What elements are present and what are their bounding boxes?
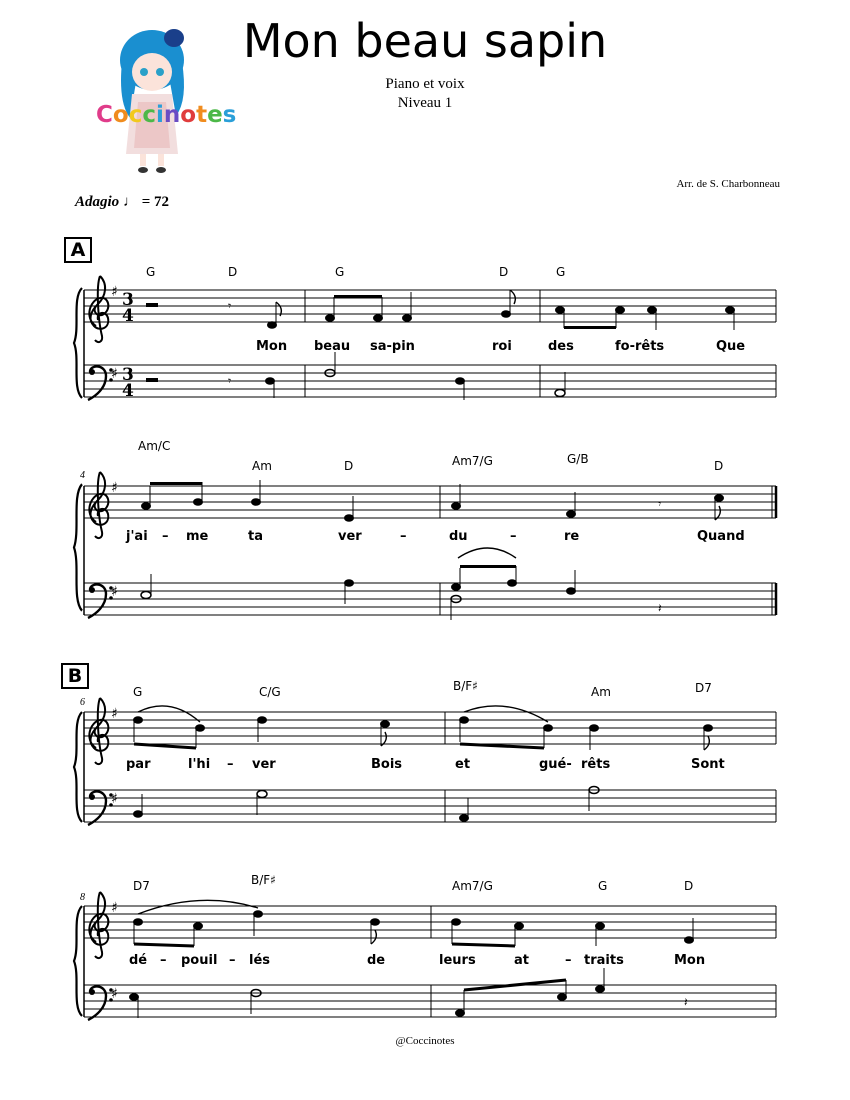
system-4 bbox=[74, 873, 776, 1020]
chord-symbol: Am bbox=[252, 459, 272, 473]
sharp-icon: ♯ bbox=[111, 584, 118, 600]
bass-clef-icon bbox=[88, 584, 113, 618]
lyric-syllable: du bbox=[449, 529, 468, 544]
slur bbox=[458, 548, 516, 558]
lyric-syllable: leurs bbox=[439, 953, 476, 968]
bass-clef-icon bbox=[88, 366, 113, 400]
bass-notes-1 bbox=[266, 352, 566, 400]
lyric-syllable: dé bbox=[129, 953, 148, 968]
lyric-syllable: – bbox=[510, 529, 517, 544]
brace-4 bbox=[74, 906, 82, 1016]
chord-symbol: D bbox=[228, 265, 238, 279]
lyric-syllable: Mon bbox=[674, 953, 706, 968]
treble-staff-2 bbox=[84, 486, 776, 518]
chord-symbol: G bbox=[598, 879, 608, 893]
measure-number: 4 bbox=[80, 470, 85, 481]
subtitle-instrumentation: Piano et voix bbox=[385, 76, 465, 92]
chord-symbol: C/G bbox=[259, 685, 281, 699]
sharp-icon: ♯ bbox=[111, 706, 118, 722]
sharp-icon: ♯ bbox=[111, 900, 118, 916]
chord-symbol: D7 bbox=[695, 681, 712, 695]
lyric-syllable: et bbox=[455, 757, 471, 772]
lyric-syllable: Que bbox=[716, 339, 746, 354]
chord-symbol: B/F♯ bbox=[453, 679, 478, 693]
chord-symbol: G/B bbox=[567, 452, 589, 466]
footer-credit: @Coccinotes bbox=[395, 1035, 455, 1047]
slur bbox=[138, 900, 258, 914]
song-title: Mon beau sapin bbox=[242, 14, 608, 68]
lyric-syllable: Quand bbox=[697, 529, 745, 544]
half-rest-icon bbox=[146, 303, 158, 307]
lyric-syllable: par bbox=[126, 757, 151, 772]
lyric-syllable: gué- bbox=[539, 757, 572, 772]
half-rest-icon bbox=[146, 378, 158, 382]
system-2 bbox=[74, 439, 776, 620]
brace-1 bbox=[74, 288, 82, 398]
chord-symbol: D bbox=[499, 265, 509, 279]
arranger-credit: Arr. de S. Charbonneau bbox=[676, 178, 780, 190]
system-3 bbox=[74, 679, 776, 825]
lyric-syllable: – bbox=[229, 953, 236, 968]
bass-staff-2 bbox=[84, 583, 776, 615]
rehearsal-mark-a: A bbox=[64, 237, 92, 263]
system-1 bbox=[74, 265, 776, 401]
sharp-icon: ♯ bbox=[111, 366, 118, 382]
treble-staff-1 bbox=[84, 290, 776, 322]
chord-symbol: Am7/G bbox=[452, 879, 493, 893]
lyric-syllable: – bbox=[227, 757, 234, 772]
lyric-syllable: sa-pin bbox=[370, 339, 415, 354]
bass-notes-3 bbox=[134, 787, 600, 822]
lyric-syllable: roi bbox=[492, 339, 512, 354]
tempo-value: = 72 bbox=[141, 194, 169, 210]
time-signature-bottom: 4 bbox=[122, 381, 134, 401]
lyric-syllable: traits bbox=[584, 953, 624, 968]
treble-clef-icon bbox=[89, 698, 108, 764]
eighth-rest-icon: 𝄾 bbox=[658, 497, 662, 511]
lyric-syllable: – bbox=[160, 953, 167, 968]
lyric-syllable: at bbox=[514, 953, 529, 968]
tempo-word: Adagio bbox=[75, 194, 120, 210]
lyric-syllable: pouil bbox=[181, 953, 218, 968]
treble-notes-1 bbox=[268, 290, 735, 330]
treble-clef-icon bbox=[89, 892, 108, 958]
treble-clef-icon bbox=[89, 276, 108, 342]
chord-symbol: Am7/G bbox=[452, 454, 493, 468]
rehearsal-mark-b: B bbox=[61, 663, 89, 689]
time-signature-top: 3 bbox=[122, 365, 134, 385]
lyric-syllable: beau bbox=[314, 339, 351, 354]
logo-text: Coccinotes bbox=[96, 102, 237, 128]
brace-3 bbox=[74, 712, 82, 822]
bass-notes-2 bbox=[141, 548, 576, 620]
sharp-icon: ♯ bbox=[111, 791, 118, 807]
chord-symbol: G bbox=[146, 265, 156, 279]
bass-clef-icon bbox=[88, 791, 113, 825]
subtitle-level: Niveau 1 bbox=[397, 95, 453, 111]
lyric-syllable: Bois bbox=[371, 757, 403, 772]
chord-symbol: Am bbox=[591, 685, 611, 699]
sharp-icon: ♯ bbox=[111, 284, 118, 300]
chord-symbol: G bbox=[556, 265, 566, 279]
chord-symbol: Am/C bbox=[138, 439, 171, 453]
lyric-syllable: re bbox=[564, 529, 580, 544]
sharp-icon: ♯ bbox=[111, 480, 118, 496]
measure-number: 8 bbox=[80, 892, 85, 903]
chord-symbol: D7 bbox=[133, 879, 150, 893]
lyric-syllable: l'hi bbox=[188, 757, 211, 772]
sharp-icon: ♯ bbox=[111, 986, 118, 1002]
lyric-syllable: lés bbox=[249, 953, 271, 968]
bass-staff-1 bbox=[84, 365, 776, 397]
chord-symbol: G bbox=[133, 685, 143, 699]
time-signature-top: 3 bbox=[122, 290, 134, 310]
bass-staff-4 bbox=[84, 985, 776, 1017]
lyric-syllable: de bbox=[367, 953, 386, 968]
lyric-syllable: rêts bbox=[581, 757, 611, 772]
treble-notes-4 bbox=[134, 900, 694, 946]
lyric-syllable: ver bbox=[252, 757, 276, 772]
chord-symbol: D bbox=[344, 459, 354, 473]
treble-staff-3 bbox=[84, 712, 776, 744]
lyric-syllable: – bbox=[565, 953, 572, 968]
time-signature-bottom: 4 bbox=[122, 306, 134, 326]
quarter-note-icon: ♩ bbox=[122, 194, 138, 210]
lyric-syllable: des bbox=[548, 339, 574, 354]
treble-clef-icon bbox=[89, 472, 108, 538]
eighth-rest-icon: 𝄾 bbox=[228, 374, 232, 388]
brace-2 bbox=[74, 484, 82, 611]
lyric-syllable: me bbox=[186, 529, 209, 544]
lyric-syllable: – bbox=[162, 529, 169, 544]
lyric-syllable: Mon bbox=[256, 339, 288, 354]
chord-symbol: B/F♯ bbox=[251, 873, 276, 887]
eighth-rest-icon: 𝄾 bbox=[228, 299, 232, 313]
bass-clef-icon bbox=[88, 986, 113, 1020]
measure-number: 6 bbox=[80, 697, 85, 708]
quarter-rest-icon: 𝄽 bbox=[684, 995, 688, 1009]
bass-staff-3 bbox=[84, 790, 776, 822]
lyric-syllable: ta bbox=[248, 529, 263, 544]
treble-staff-4 bbox=[84, 906, 776, 938]
lyric-syllable: Sont bbox=[691, 757, 725, 772]
quarter-rest-icon: 𝄽 bbox=[658, 601, 662, 615]
chord-symbol: D bbox=[684, 879, 694, 893]
lyric-syllable: fo-rêts bbox=[615, 339, 665, 354]
lyric-syllable: j'ai bbox=[126, 529, 148, 544]
chord-symbol: D bbox=[714, 459, 724, 473]
lyric-syllable: – bbox=[400, 529, 407, 544]
chord-symbol: G bbox=[335, 265, 345, 279]
lyric-syllable: ver bbox=[338, 529, 362, 544]
